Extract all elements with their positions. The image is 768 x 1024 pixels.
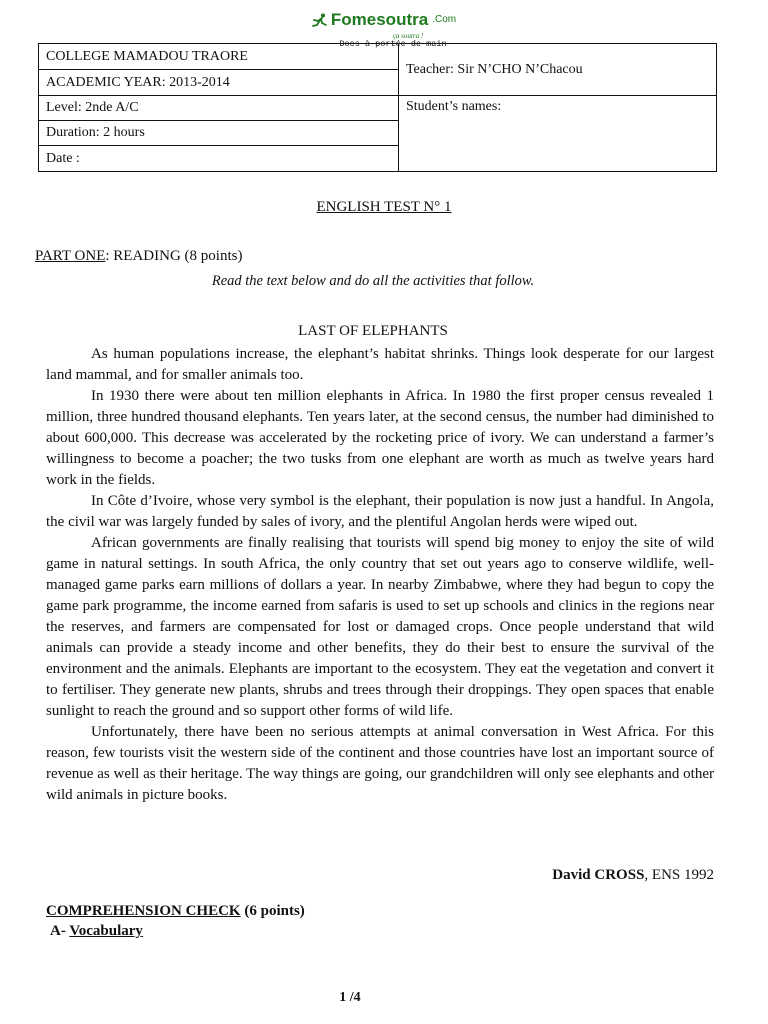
logo-tagline: Docs à portée de main [339, 39, 447, 49]
student-names: Student’s names: [398, 96, 716, 172]
part-one-heading [35, 248, 242, 265]
logo-wordmark [312, 11, 456, 29]
comprehension-label: COMPREHENSION CHECK [46, 903, 241, 919]
section-prefix: A- [50, 923, 66, 939]
part-one-label: PART ONE [35, 248, 106, 264]
passage-paragraph: African governments are finally realising that tourists will spend big money to enjoy the site of wild game in natural settings. In south Africa, the only country that set out years ago to conserve wildlife, well-managed game parks earn millions of dollars a year. In nearby Zimbabwe, where they had begun to copy the game park programme, the income earned from safaris is used to set up schools and clinics in the regions near the reserves, and farmers are compensated for lost or damaged crops. Once people understand that wild animals can provide a steady income and other benefits, they do their best to ensure the survival of the environment and the animals. Elephants are important to the ecosystem. They eat the vegetation and convert it to fertiliser. They generate new plants, shrubs and trees through their droppings. They open spaces that enable sunlight to reach the ground and so support other forms of wild life. [46, 535, 714, 719]
duration: Duration: 2 hours [39, 121, 399, 146]
passage-paragraph: As human populations increase, the elephant’s habitat shrinks. Things look desperate for our largest land mammal, and for smaller animals too. [46, 346, 714, 383]
author-credit [552, 867, 714, 884]
school-name: COLLEGE MAMADOU TRAORE [39, 44, 399, 70]
header-table [38, 43, 717, 172]
logo-tld: .Com [432, 14, 457, 25]
passage-paragraph: In Côte d’Ivoire, whose very symbol is the elephant, their population is now just a handful. In Angola, the civil war was largely funded by sales of ivory, and the plentiful Angolan herds were wiped out. [46, 493, 714, 530]
page-number: 1 /4 [339, 990, 361, 1005]
author-source: , ENS 1992 [644, 867, 714, 883]
date-field: Date : [39, 146, 399, 172]
passage-paragraph: In 1930 there were about ten million elephants in Africa. In 1980 the first proper census revealed 1 million, three hundred thousand elephants. Ten years later, at the second census, the number had diminished to about 600,000. This decrease was accelerated by the rocketing price of ivory. We can understand a farmer’s willingness to become a poacher; the two tusks from one elephant are worth as much as twelve years hard work in the fields. [46, 388, 714, 488]
section-label: Vocabulary [69, 923, 143, 939]
reading-instruction: Read the text below and do all the activities that follow. [211, 273, 535, 289]
comprehension-points: (6 points) [240, 903, 305, 919]
passage-paragraph: Unfortunately, there have been no serious attempts at animal conversation in West Africa. For this reason, few tourists visit the western side of the continent and those countries have lost an important source of revenue as well as their heritage. The way things are going, our grandchildren will only see elephants and other wild animals in picture books. [46, 724, 714, 803]
teacher-name: Teacher: Sir N’CHO N’Chacou [398, 44, 716, 96]
comprehension-heading [46, 903, 305, 920]
runner-icon [312, 13, 328, 27]
logo-name: Fomesoutra [330, 10, 429, 29]
academic-year: ACADEMIC YEAR: 2013-2014 [39, 70, 399, 96]
test-title: ENGLISH TEST N° 1 [316, 199, 452, 215]
passage-title: LAST OF ELEPHANTS [298, 323, 448, 339]
part-one-rest: : READING (8 points) [105, 248, 243, 264]
level: Level: 2nde A/C [39, 96, 399, 121]
reading-passage [46, 344, 714, 806]
logo-slogan: ça soutra ! [392, 32, 424, 40]
vocabulary-heading [50, 923, 143, 940]
author-name: David CROSS [552, 867, 645, 883]
